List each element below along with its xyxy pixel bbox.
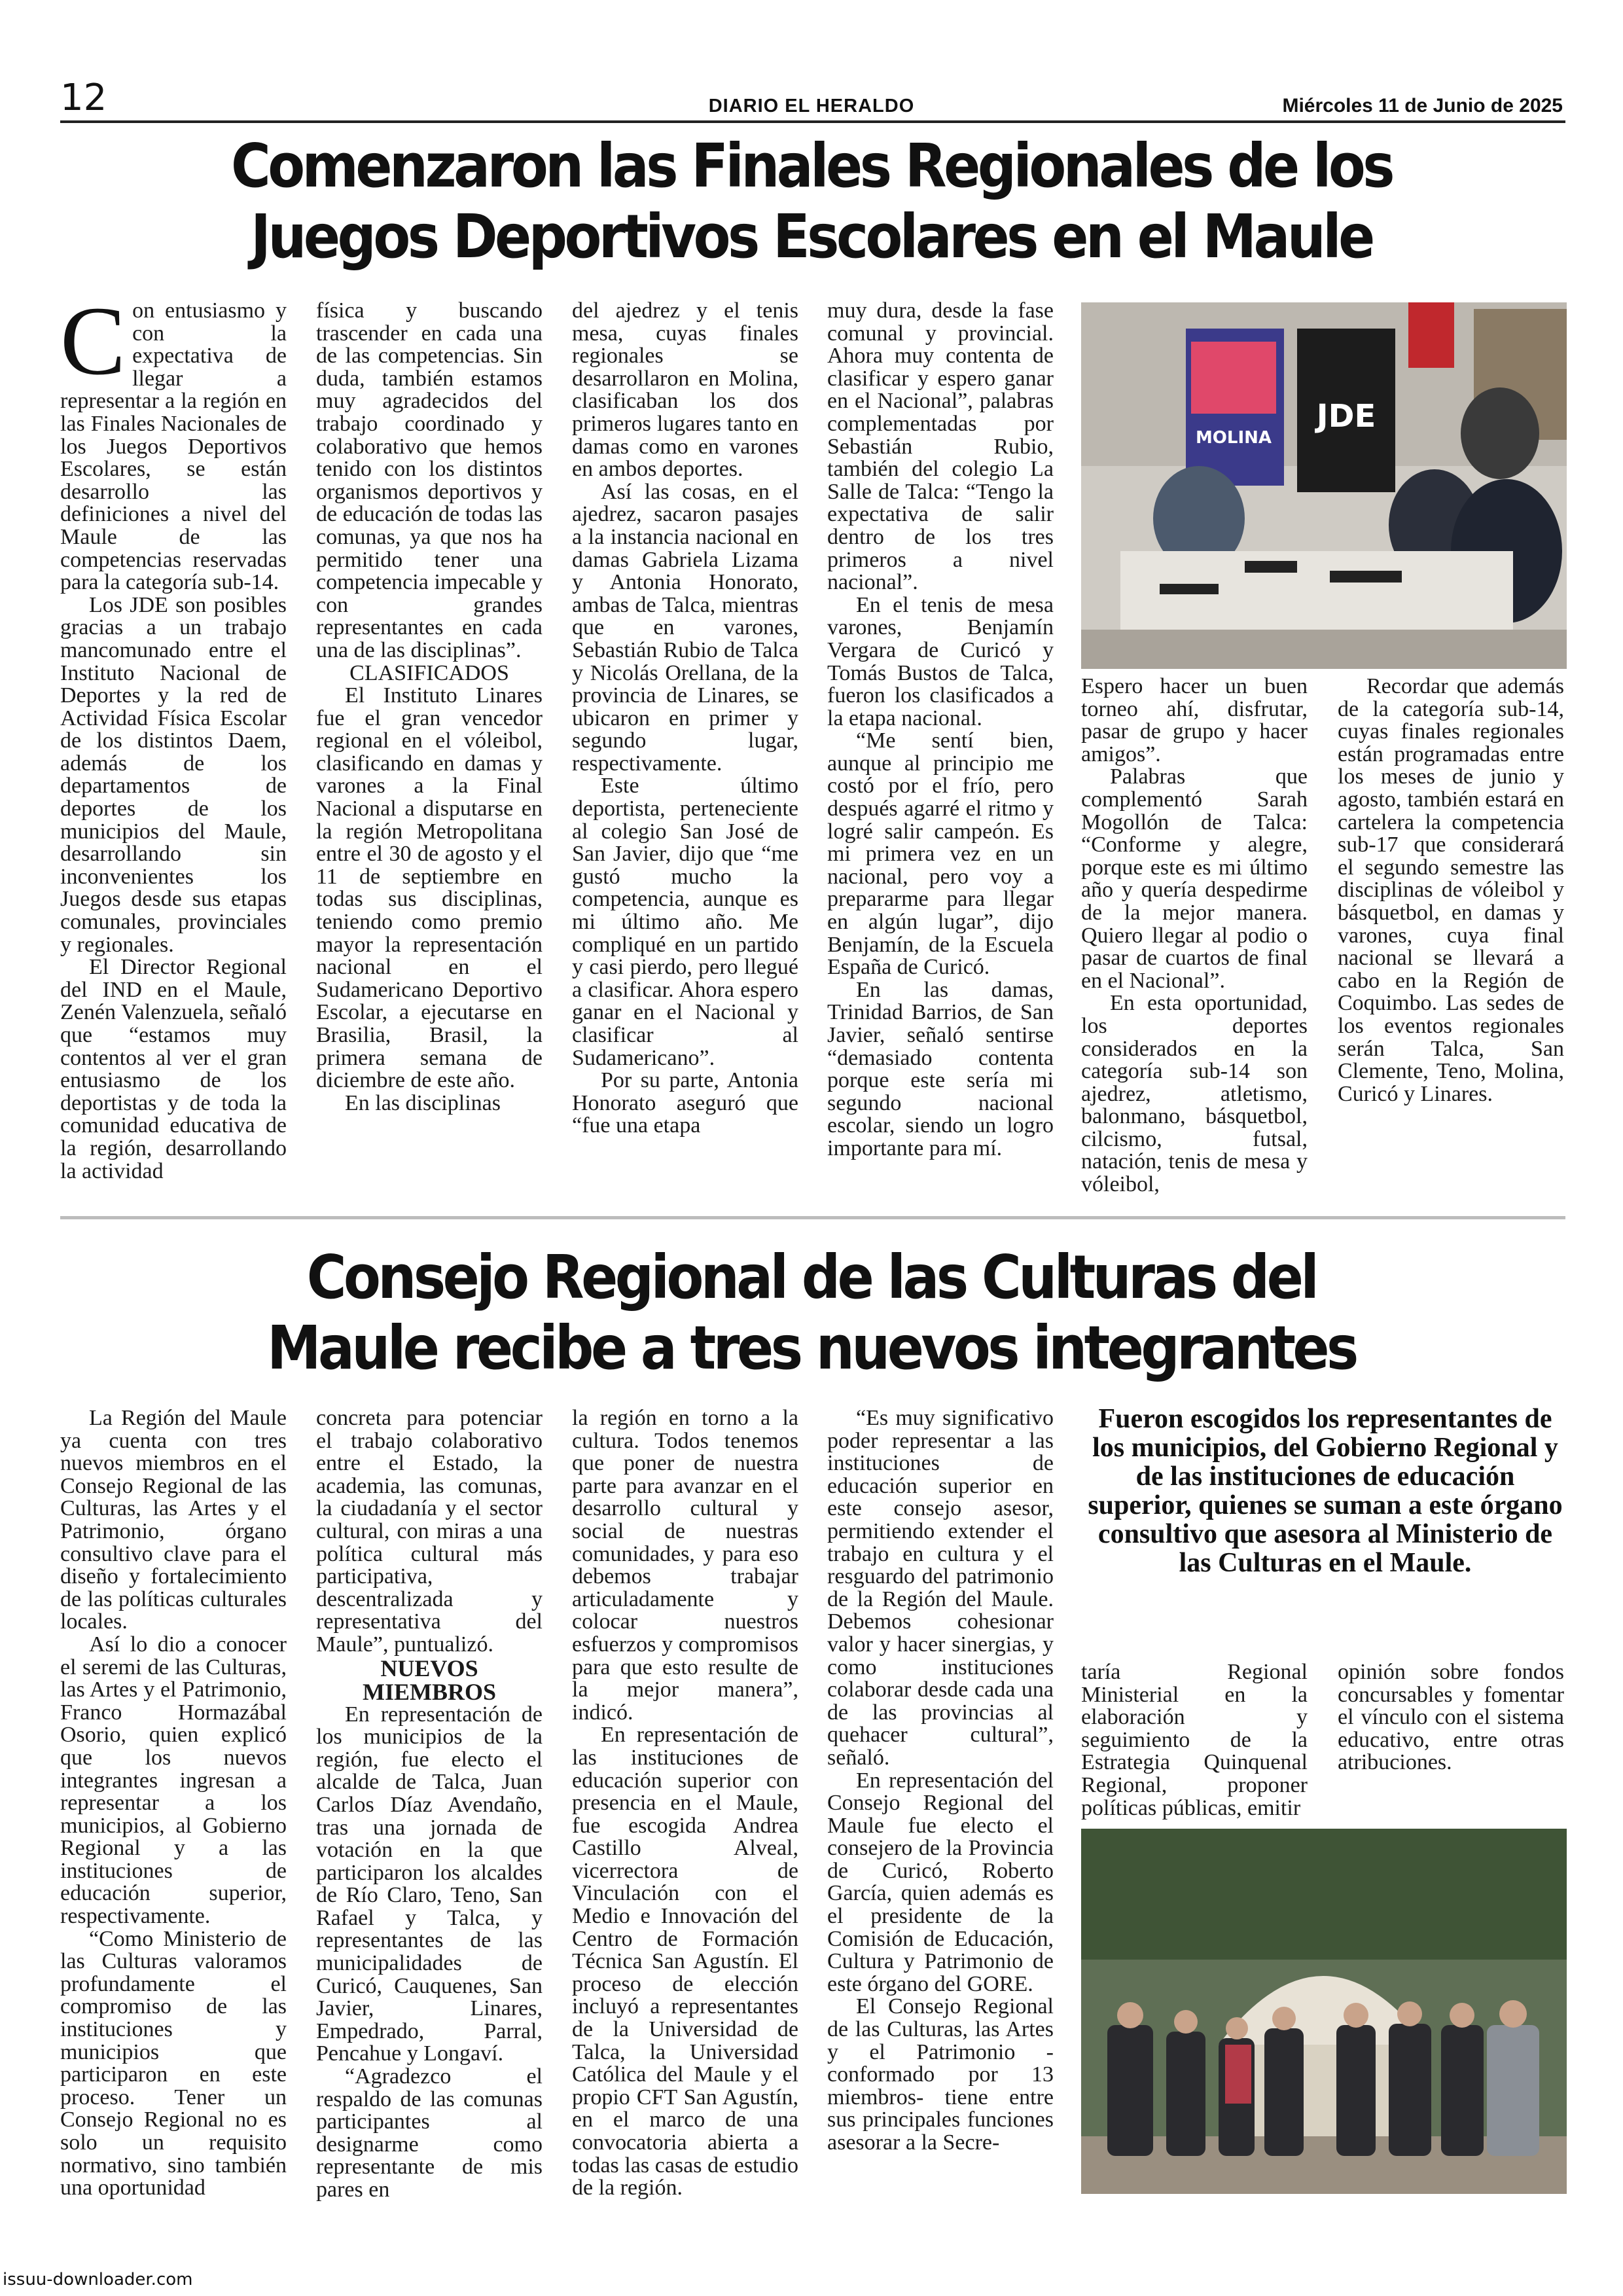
molina-banner-text: MOLINA bbox=[1195, 428, 1272, 448]
article1-paragraph: El Director Regional del IND en el Maule, Zenén Valenzuela, señaló que “estamos muy contentos al ver el gran entusiasmo de los deportistas y de toda la comunidad educativa de la región, desarrollando la actividad bbox=[60, 955, 287, 1183]
article2-headline-line2: Maule recibe a tres nuevos integrantes bbox=[267, 1313, 1356, 1383]
article1-paragraph: “Me sentí bien, aunque al principio me costó por el frío, pero después agarré el ritmo y logré salir campeón. Es mi primera vez en un nacional, pero voy a prepararme para llegar en algún lugar”, dijo Benjamín, de la Escuela España de Curicó. bbox=[827, 728, 1054, 980]
jde-logo-text: JDE bbox=[1316, 398, 1376, 435]
article2-paragraph: La Región del Maule ya cuenta con tres nuevos miembros en el Consejo Regional de las Culturas, las Artes y el Patrimonio, órgano consultivo clave para el diseño y fortalecimiento de las políticas culturales locales. bbox=[60, 1406, 287, 1634]
article2-paragraph: opinión sobre fondos concursables y fomentar el vínculo con el sistema educativo, entre otras atribuciones. bbox=[1338, 1660, 1564, 1775]
article2-paragraph: la región en torno a la cultura. Todos tenemos que poner de nuestra parte para avanzar en el desarrollo cultural y social de nuestras comunidades, y para eso debemos trabajar articuladamente y colocar nuestros esfuerzos y compromisos para que esto resulte de la mejor manera”, indicó. bbox=[572, 1406, 798, 1725]
article1-paragraph: Los JDE son posibles gracias a un trabajo mancomunado entre el Instituto Nacional de Deportes y la red de Actividad Física Escolar de los distintos Daem, además de los departamentos de deportes de los municipios del Maule, desarrollando sin inconvenientes los Juegos desde sus etapas comunales, provinciales y regionales. bbox=[60, 592, 287, 957]
article1-headline bbox=[152, 131, 1471, 272]
article1-subhead-clasificados: CLASIFICADOS bbox=[349, 660, 509, 685]
article1-paragraph: muy dura, desde la fase comunal y provincial. Ahora muy contenta de clasificar y espero ganar en el Nacional”, palabras complementadas por Sebastián Rubio, también del colegio La Salle de Talca: “Tengo la expectativa de salir dentro de los tres primeros a nivel nacional”. bbox=[827, 298, 1054, 595]
article1-paragraph: Espero hacer un buen torneo ahí, disfrutar, pasar de grupo y hacer amigos”. bbox=[1081, 674, 1308, 766]
article2-headline bbox=[152, 1242, 1471, 1384]
article1-paragraph: Por su parte, Antonia Honorato aseguró que “fue una etapa bbox=[572, 1068, 798, 1138]
article2-paragraph: En representación del Consejo Regional del Maule fue electo el consejero de la Provincia de Curicó, Roberto García, quien además es el presidente de la Comisión de Educación, Cultura y Patrimonio de este órgano del GORE. bbox=[827, 1768, 1054, 1996]
article1-paragraph: Palabras que complementó Sarah Mogollón de Talca: “Conforme y alegre, porque este es mi último año y quería despedirme de la mejor manera. Quiero llegar al podio o pasar de cuartos de final en el Nacional”. bbox=[1081, 764, 1308, 993]
article1-column-5 bbox=[1081, 675, 1308, 1210]
article-divider bbox=[60, 1216, 1565, 1219]
article2-column-1 bbox=[60, 1407, 287, 2206]
article2-paragraph: Así lo dio a conocer el seremi de las Culturas, las Artes y el Patrimonio, Franco Hormazábal Osorio, quien explicó que los nuevos integrantes ingresan a representar a los municipios, al Gobierno Regional y a las instituciones de educación superior, respectivamente. bbox=[60, 1632, 287, 1929]
article2-column-3 bbox=[572, 1407, 798, 2206]
article1-paragraph: Este último deportista, perteneciente al colegio San José de San Javier, dijo que “me gustó mucho la competencia, aunque es mi último año. Me compliqué en un partido y casi pierdo, pero llegué a clasificar. Ahora espero ganar en el Nacional y clasificar al Sudamericano”. bbox=[572, 774, 798, 1070]
article2-paragraph: El Consejo Regional de las Culturas, las Artes y el Patrimonio -conformado por 13 miembros- tiene entre sus principales funciones asesorar a la Secre- bbox=[827, 1994, 1054, 2155]
paper-name: DIARIO EL HERALDO bbox=[708, 96, 915, 117]
article2-subhead-nuevos-miembros: NUEVOS MIEMBROS bbox=[362, 1655, 496, 1705]
article2-pullquote: Fueron escogidos los representantes de los municipios, del Gobierno Regional y de las instituciones de educación superior, quienes se suman a este órgano consultivo que asesora al Ministerio de las Culturas en el Maule. bbox=[1088, 1404, 1563, 1578]
article1-dropcap: C bbox=[60, 287, 126, 395]
article2-column-4 bbox=[827, 1407, 1054, 2206]
article1-headline-line1: Comenzaron las Finales Regionales de los bbox=[230, 131, 1393, 201]
article2-paragraph: “Agradezco el respaldo de las comunas participantes al designarme como representante de mis pares en bbox=[316, 2064, 543, 2202]
article1-column-2 bbox=[316, 300, 543, 1210]
article2-paragraph: concreta para potenciar el trabajo colaborativo entre el Estado, la academia, las comunas, la ciudadanía y el sector cultural, con miras a una política cultural más participativa, descentralizada y representativa del Maule”, puntualizó. bbox=[316, 1406, 543, 1657]
article1-paragraph: física y buscando trascender en cada una de las competencias. Sin duda, también estamos muy agradecidos del trabajo coordinado y colaborativo que hemos tenido con los distintos organismos deportivos y de educación de todas las comunas, ya que nos ha permitido tener una competencia impecable y con grandes representantes en cada una de las disciplinas”. bbox=[316, 298, 543, 662]
group-photo bbox=[1081, 1829, 1567, 2194]
article2-paragraph: “Es muy significativo poder representar a las instituciones de educación superior en este consejo asesor, permitiendo extender el trabajo en cultura y el resguardo del patrimonio de la Región del Maule. Debemos cohesionar valor y hacer sinergias, y como instituciones colaborar desde cada una de las provincias al quehacer cultural”, señaló. bbox=[827, 1406, 1054, 1770]
article1-paragraph: El Instituto Linares fue el gran vencedor regional en el vóleibol, clasificando en damas y varones a la Final Nacional a disputarse en la región Metropolitana entre el 30 de agosto y el 11 de septiembre en todas sus disciplinas, teniendo como premio mayor la representación nacional en el Sudamericano Deportivo Escolar, a ejecutarse en Brasilia, Brasil, la primera semana de diciembre de este año. bbox=[316, 683, 543, 1093]
header-rule bbox=[60, 120, 1565, 123]
article2-column-2 bbox=[316, 1407, 543, 2206]
article1-paragraph: En las damas, Trinidad Barrios, de San Javier, señaló sentirse “demasiado contenta porque este sería mi segundo nacional escolar, siendo un logro importante para mí. bbox=[827, 977, 1054, 1160]
article1-paragraph: En esta oportunidad, los deportes considerados en la categoría sub-14 son ajedrez, atletismo, balonmano, básquetbol, cilcismo, futsal, natación, tenis de mesa y vóleibol, bbox=[1081, 991, 1308, 1197]
article1-paragraph: del ajedrez y el tenis mesa, cuyas finales regionales se desarrollaron en Molina, clasificaban los dos primeros lugares tanto en damas como en varones en ambos deportes. bbox=[572, 298, 798, 482]
article1-column-4 bbox=[827, 300, 1054, 1210]
article2-column-6 bbox=[1338, 1661, 1564, 1805]
article2-paragraph: En representación de los municipios de la región, fue electo el alcalde de Talca, Juan Carlos Díaz Avendaño, tras una jornada de votación en la que participaron los alcaldes de Río Claro, Teno, San Rafael y Talca, y representantes de las municipalidades de Curicó, Cauquenes, San Javier, Linares, Empedrado, Parral, Pencahue y Longaví. bbox=[316, 1702, 543, 2066]
source-footer: issuu-downloader.com bbox=[3, 2270, 193, 2289]
article2-headline-line1: Consejo Regional de las Culturas del bbox=[306, 1242, 1317, 1312]
article1-column-1 bbox=[60, 287, 287, 1210]
article2-paragraph: En representación de las instituciones de educación superior con presencia en el Maule, fue escogida Andrea Castillo Alveal, vicerrectora de Vinculación con el Medio e Innovación del Centro de Formación Técnica San Agustín. El proceso de elección incluyó a representantes de la Universidad de Talca, la Universidad Católica del Maule y el propio CFT San Agustín, en el marco de una convocatoria abierta a todas las casas de estudio de la región. bbox=[572, 1723, 798, 2200]
article1-paragraph: on entusiasmo y con la expectativa de llegar a representar a la región en las Finales Nacionales de los Juegos Deportivos Escolares, se están desarrollo las definiciones a nivel del Maule de las competencias reservadas para la categoría sub-14. bbox=[60, 298, 287, 595]
article1-headline-line2: Juegos Deportivos Escolares en el Maule bbox=[251, 202, 1372, 272]
issue-date: Miércoles 11 de Junio de 2025 bbox=[1282, 95, 1563, 117]
page-number: 12 bbox=[60, 77, 107, 119]
article2-column-5 bbox=[1081, 1660, 1308, 1820]
article1-paragraph: Recordar que además de la categoría sub-14, cuyas finales regionales están programadas entre los meses de junio y agosto, también estará en cartelera la competencia sub-17 que considerará el segundo semestre las disciplinas de vóleibol y básquetbol, en damas y varones, cuya final nacional se llevará a cabo en la Región de Coquimbo. Las sedes de los eventos regionales serán Talca, San Clemente, Teno, Molina, Curicó y Linares. bbox=[1338, 674, 1564, 1106]
article1-column-6 bbox=[1338, 675, 1564, 1210]
article2-paragraph: “Como Ministerio de las Culturas valoramos profundamente el compromiso de las instituciones y municipios que participaron en este proceso. Tener un Consejo Regional no es solo un requisito normativo, sino también una oportunidad bbox=[60, 1926, 287, 2200]
article1-column-3 bbox=[572, 300, 798, 1210]
article1-paragraph: Así las cosas, en el ajedrez, sacaron pasajes a la instancia nacional en damas Gabriela Lizama y Antonia Honorato, ambas de Talca, mientras que en varones, Sebastián Rubio de Talca y Nicolás Orellana, de la provincia de Linares, se ubicaron en primer y segundo lugar, respectivamente. bbox=[572, 479, 798, 776]
article1-paragraph: En el tenis de mesa varones, Benjamín Vergara de Curicó y Tomás Bustos de Talca, fueron los clasificados a la etapa nacional. bbox=[827, 592, 1054, 730]
article2-paragraph: taría Regional Ministerial en la elaboración y seguimiento de la Estrategia Quinquenal Regional, proponer políticas públicas, emitir bbox=[1081, 1660, 1308, 1820]
article1-paragraph: En las disciplinas bbox=[345, 1090, 501, 1115]
chess-tournament-photo bbox=[1081, 302, 1567, 669]
